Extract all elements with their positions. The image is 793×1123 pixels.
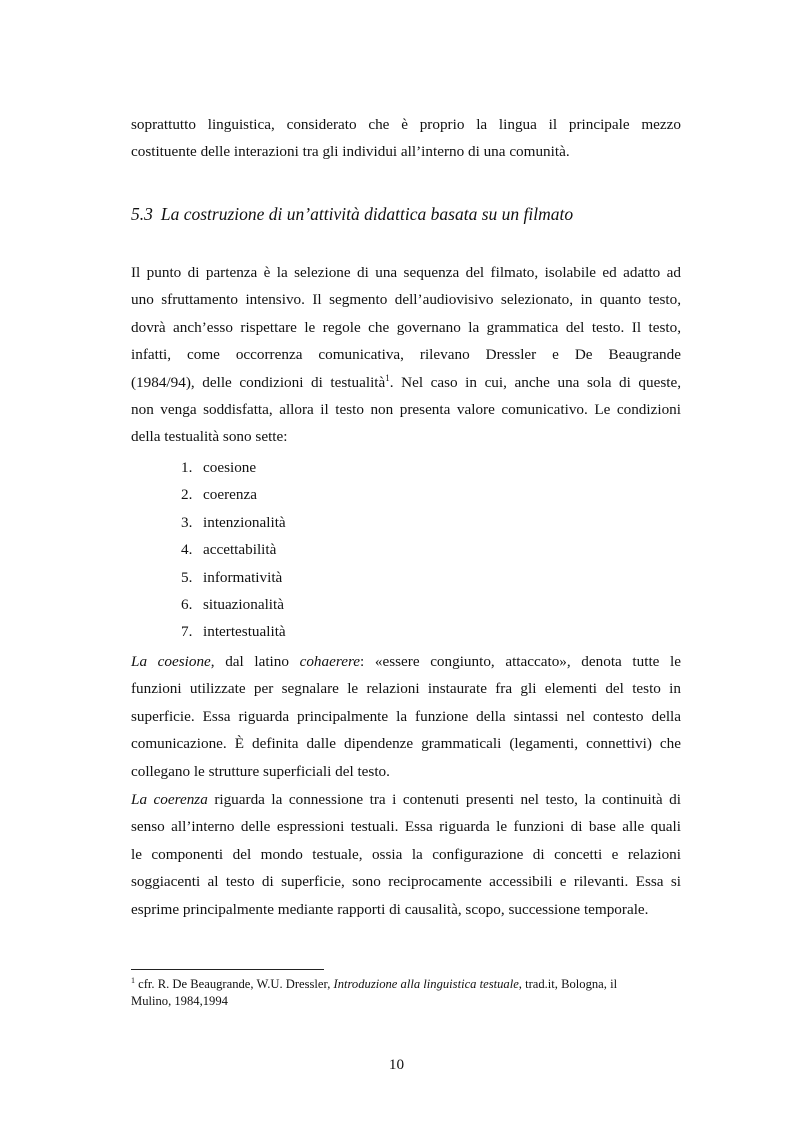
paragraph-coesione	[131, 648, 681, 785]
list-number: 7.	[181, 623, 193, 641]
list-label: coerenza	[203, 486, 257, 504]
list-item	[181, 509, 286, 536]
latin-term: cohaerere	[299, 653, 361, 670]
text-line: collegano le strutture superficiali del testo.	[131, 762, 390, 780]
paragraph-starting-point	[131, 259, 681, 451]
list-number: 1.	[181, 459, 193, 476]
list-label: intertestualità	[203, 623, 286, 641]
text-fragment: (1984/94), delle condizioni di testualità	[131, 373, 386, 391]
list-item	[181, 591, 286, 618]
text-line: senso all’interno delle espressioni testuali. Essa riguarda le funzioni di base alle quali	[131, 818, 681, 836]
list-item	[181, 564, 286, 591]
list-label: coesione	[203, 459, 257, 476]
section-heading	[131, 204, 573, 225]
footnote-text: Mulino, 1984,1994	[131, 994, 228, 1008]
text-line: soprattutto linguistica, considerato che è proprio la lingua il principale mezzo	[131, 116, 681, 133]
text-line	[131, 369, 681, 396]
list-label: informatività	[203, 568, 283, 586]
footnote-marker: 1	[131, 975, 135, 985]
footnote-ref[interactable]: 1	[385, 372, 390, 383]
list-number: 5.	[181, 568, 193, 586]
conditions-list	[181, 454, 286, 646]
list-label: intenzionalità	[203, 513, 286, 531]
list-label: situazionalità	[203, 596, 284, 614]
text-fragment: , dal latino	[210, 653, 300, 670]
term-italic: La coesione	[131, 653, 211, 670]
section-title: La costruzione di un’attività didattica basata su un filmato	[160, 204, 574, 224]
text-fragment: . Nel caso in cui, anche una sola di queste,	[389, 373, 681, 391]
text-line: superficie. Essa riguarda principalmente la funzione della sintassi nel contesto della	[131, 707, 681, 725]
text-line: dovrà anch’esso rispettare le regole che governano la grammatica del testo. Il testo,	[131, 318, 681, 336]
footnote-separator	[131, 969, 324, 970]
list-number: 2.	[181, 486, 193, 504]
text-line: non venga soddisfatta, allora il testo non presenta valore comunicativo. Le condizioni	[131, 401, 681, 419]
text-fragment: riguarda la connessione tra i contenuti presenti nel testo, la continuità di	[207, 791, 681, 808]
text-line: Il punto di partenza è la selezione di una sequenza del filmato, isolabile ed adatto ad	[131, 264, 681, 281]
footnote	[131, 976, 681, 1010]
text-fragment: : «essere congiunto, attaccato», denota tutte le	[360, 653, 681, 670]
text-line: funzioni utilizzate per segnalare le relazioni instaurate fra gli elementi del testo in	[131, 680, 681, 698]
footnote-text: , trad.it, Bologna, il	[518, 977, 618, 991]
list-item	[181, 454, 286, 481]
footnote-book-title: Introduzione alla linguistica testuale	[333, 977, 519, 991]
term-italic: La coerenza	[131, 791, 208, 808]
text-line: costituente delle interazioni tra gli individui all’interno di una comunità.	[131, 143, 570, 161]
footnote-text: cfr. R. De Beaugrande, W.U. Dressler,	[135, 977, 334, 991]
text-line	[131, 648, 681, 675]
paragraph-coerenza	[131, 786, 681, 923]
list-number: 3.	[181, 513, 193, 531]
list-item	[181, 536, 286, 563]
text-line: uno sfruttamento intensivo. Il segmento dell’audiovisivo selezionato, in quanto testo,	[131, 291, 681, 309]
paragraph-intro	[131, 111, 681, 166]
text-line: della testualità sono sette:	[131, 428, 288, 446]
page-number: 10	[388, 1056, 405, 1073]
text-line: infatti, come occorrenza comunicativa, rilevano Dressler e De Beaugrande	[131, 346, 681, 364]
list-label: accettabilità	[203, 541, 277, 559]
list-number: 4.	[181, 541, 193, 559]
list-item	[181, 481, 286, 508]
text-line	[131, 786, 681, 813]
list-number: 6.	[181, 596, 193, 614]
text-line: comunicazione. È definita dalle dipendenze grammaticali (legamenti, connettivi) che	[131, 735, 681, 753]
text-line: esprime principalmente mediante rapporti di causalità, scopo, successione temporale.	[131, 900, 649, 918]
text-line: le componenti del mondo testuale, ossia la configurazione di concetti e relazioni	[131, 845, 681, 863]
text-line: soggiacenti al testo di superficie, sono reciprocamente accessibili e rilevanti. Essa si	[131, 873, 681, 891]
list-item	[181, 618, 286, 645]
section-number: 5.3	[131, 204, 153, 224]
